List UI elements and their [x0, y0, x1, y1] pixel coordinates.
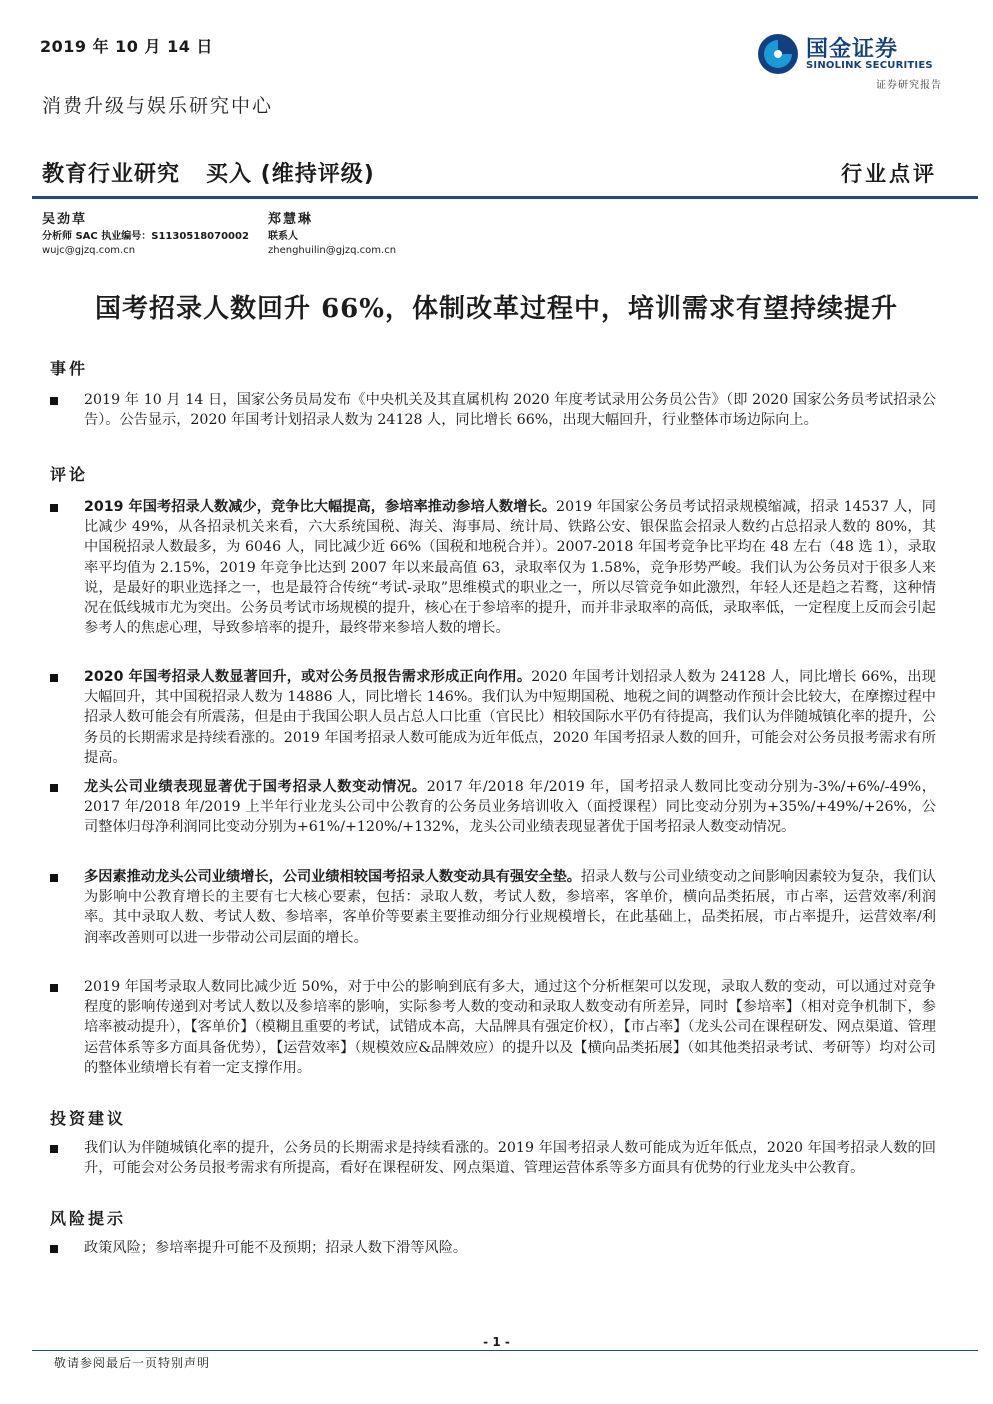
bullet-icon [50, 784, 58, 792]
logo-name-en: SINOLINK SECURITIES [806, 60, 933, 71]
logo-subtitle: 证券研究报告 [876, 80, 942, 91]
investment-paragraph [84, 1138, 936, 1178]
comment-paragraph [84, 867, 936, 948]
bullet-icon [50, 397, 58, 405]
document-type: 行业点评 [841, 161, 937, 186]
sinolink-logo [756, 30, 946, 90]
author-role: 分析师 SAC 执业编号：S1130518070002 [42, 231, 249, 242]
report-date: 2019 年 10 月 14 日 [40, 37, 213, 56]
footer-disclaimer: 敬请参阅最后一页特别声明 [54, 1356, 211, 1370]
footer-divider [32, 1350, 978, 1351]
report-header-line [42, 157, 401, 188]
bullet-icon [50, 1245, 58, 1253]
author-name: 吴劲草 [42, 212, 88, 227]
author-email[interactable]: wujc@gjzq.com.cn [42, 245, 136, 256]
header-divider [32, 196, 978, 199]
paragraph-text: 2019 年国考录取人数同比减少近 50%，对于中公的影响到底有多大，通过这个分析框架可以发现，录取人数的变动，可以通过对竞争程度的影响传递到对考试人数以及参培率的影响，实际参考人数的变动和录取人数变动有所差异，同时【参培率】（相对竞争机制下，参培率被动提升），【客单价】（模糊且重要的考试，试错成本高，大品牌具有强定价权），【市占率】（龙头公司在课程研发、网点渠道、管理运营体系等多方面具备优势），【运营效率】（规模效应&品牌效应）的提升以及【横向品类拓展】（如其他类招录考试、考研等）均对公司的整体业绩增长有着一定支撑作用。 [84, 979, 936, 1076]
paragraph-lead: 龙头公司业绩表现显著优于国考招录人数变动情况。 [84, 779, 427, 795]
research-center: 消费升级与娱乐研究中心 [42, 95, 274, 117]
paragraph-text: 2019 年国家公务员考试招录规模缩减，招录 14537 人，同比减少 49%，从各招录机关来看，六大系统国税、海关、海事局、统计局、铁路公安、银保监会招录人数约占总招录人数的 80%，其中国税招录人数最多，为 6046 人，同比减少近 66%（国税和地税合并）。2007-2018 年国考竞争比平均在 48 左右（48 选 1），录取率平均值为 2.15%，2019 年竞争比达到 2007 年以来最高值 63，录取率仅为 1.58%，竞争形势严峻。我们认为公务员对于很多人来说，是最好的职业选择之一，也是最符合传统“考试-录取”思维模式的职业之一，所以尽管竞争如此激烈，年轻人还是趋之若鹜，这种情况在低线城市尤为突出。公务员考试市场规模的提升，核心在于参培率的提升，而并非录取率的高低，录取率低，一定程度上反而会引起参考人的焦虑心理，导致参培率的提升，最终带来参培人数的增长。 [84, 499, 936, 637]
risk-paragraph [84, 1238, 936, 1258]
paragraph-lead: 2019 年国考招录人数减少，竞争比大幅提高，参培率推动参培人数增长。 [84, 499, 557, 515]
paragraph-text: 我们认为伴随城镇化率的提升，公务员的长期需求是持续看涨的。2019 年国考招录人数可能成为近年低点，2020 年国考招录人数的回升，可能会对公务员报考需求有所提高，看好在课程研发、网点渠道、管理运营体系等多方面具有优势的行业龙头中公教育。 [84, 1140, 936, 1177]
author-name: 郑慧琳 [268, 212, 314, 227]
paragraph-text: 2017 年/2018 年/2019 年，国考招录人数同比变动分别为-3%/+6%/-49%，2017 年/2018 年/2019 上半年行业龙头公司中公教育的公务员业务培训收入（面授课程）同比变动分别为+35%/+49%/+26%，公司整体归母净利润同比变动分别为+61%/+120%/+132%，龙头公司业绩表现显著优于国考招录人数变动情况。 [84, 779, 936, 836]
author-email[interactable]: zhenghuilin@gjzq.com.cn [268, 245, 397, 256]
comment-paragraph [84, 667, 936, 768]
author-card [268, 210, 396, 258]
paragraph-lead: 多因素推动龙头公司业绩增长，公司业绩相较国考招录人数变动具有强安全垫。 [84, 869, 581, 885]
event-paragraph [84, 390, 936, 430]
section-heading-risk: 风险提示 [50, 1209, 127, 1228]
report-title: 国考招录人数回升 66%，体制改革过程中，培训需求有望持续提升 [95, 294, 898, 324]
sinolink-logo-icon [756, 32, 800, 76]
bullet-icon [50, 674, 58, 682]
comment-paragraph [84, 777, 936, 838]
author-role: 联系人 [268, 231, 298, 242]
industry-label: 教育行业研究 [42, 162, 181, 187]
comment-paragraph [84, 977, 936, 1078]
author-card [42, 210, 249, 258]
paragraph-text: 2020 年国考计划招录人数为 24128 人，同比增长 66%，出现大幅回升，其中国税招录人数为 14886 人，同比增长 146%。我们认为中短期国税、地税之间的调整动作预计会比较大，在摩擦过程中招录人数可能会有所震荡，但是由于我国公职人员占总人口比重（官民比）相较国际水平仍有待提高，我们认为伴随城镇化率的提升，公务员的长期需求是持续看涨的。2019 年国考招录人数可能成为近年低点，2020 年国考招录人数的回升，可能会对公务员报考需求有所提高。 [84, 669, 936, 766]
paragraph-text: 政策风险；参培率提升可能不及预期；招录人数下滑等风险。 [84, 1240, 468, 1256]
bullet-icon [50, 504, 58, 512]
section-heading-investment: 投资建议 [50, 1109, 127, 1128]
bullet-icon [50, 874, 58, 882]
page-number: - 1 - [483, 1335, 510, 1349]
section-heading-comment: 评论 [50, 465, 89, 484]
bullet-icon [50, 984, 58, 992]
paragraph-text: 2019 年 10 月 14 日，国家公务员局发布《中央机关及其直属机构 2020 年度考试录用公务员公告》（即 2020 国家公务员考试招录公告）。公告显示，2020 年国考计划招录人数为 24128 人，同比增长 66%，出现大幅回升，行业整体市场边际向上。 [84, 392, 936, 429]
section-heading-event: 事件 [50, 359, 89, 378]
bullet-icon [50, 1145, 58, 1153]
paragraph-text: 招录人数与公司业绩变动之间影响因素较为复杂，我们认为影响中公教育增长的主要有七大核心要素，包括：录取人数，考试人数，参培率，客单价，横向品类拓展，市占率，运营效率/利润率。其中录取人数、考试人数、参培率，客单价等要素主要推动细分行业规模增长，在此基础上，品类拓展，市占率提升，运营效率/利润率改善则可以进一步带动公司层面的增长。 [84, 869, 936, 946]
paragraph-lead: 2020 年国考招录人数显著回升，或对公务员报告需求形成正向作用。 [84, 669, 532, 685]
logo-name-cn: 国金证券 [806, 37, 899, 62]
comment-paragraph [84, 497, 936, 638]
rating-label: 买入 (维持评级) [206, 162, 375, 187]
